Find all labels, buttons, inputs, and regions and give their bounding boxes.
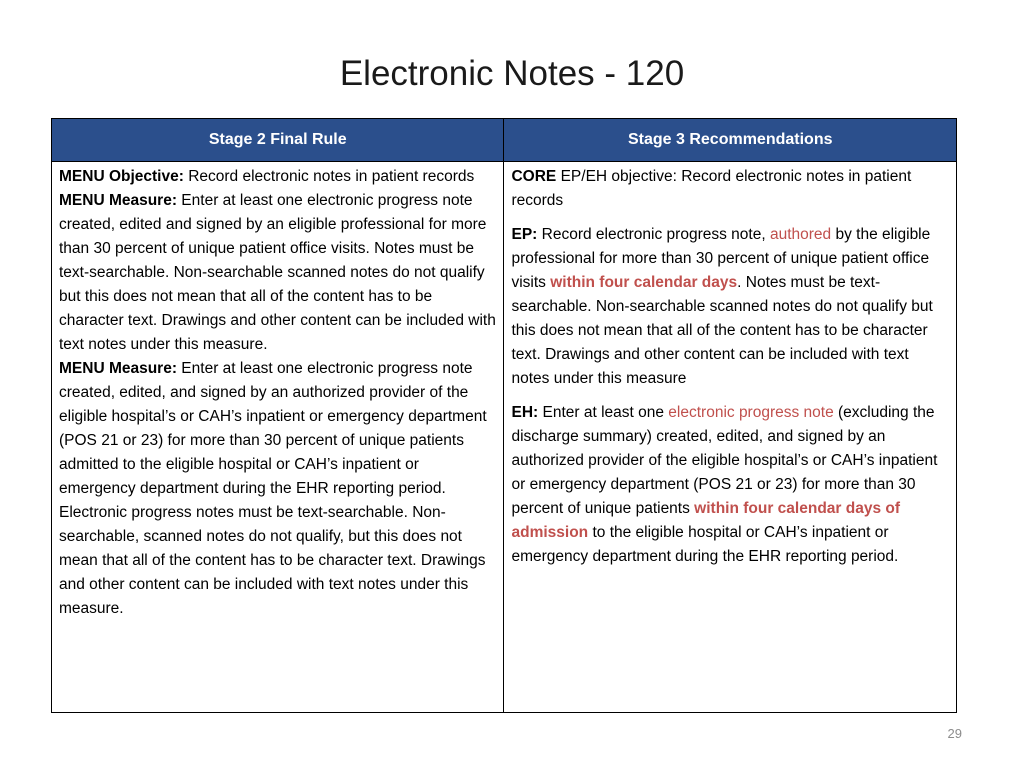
- core-paragraph: [511, 165, 949, 213]
- menu-measure-eh-text: Enter at least one electronic progress note created, edited, and signed by an authorized provider of the eligible hospital’s or CAH’s inpatient or emergency department (POS 21 or 23) for more than 30 percent of unique patients admitted to the eligible hospital or CAH’s inpatient or emergency department during the EHR reporting period.: [59, 360, 487, 497]
- menu-measure-ep-label: MENU Measure:: [59, 192, 177, 209]
- menu-objective-paragraph: [59, 165, 496, 189]
- ep-highlight-four-days: within four calendar days: [550, 274, 738, 291]
- stage3-cell: [504, 162, 957, 713]
- ep-text-2: by the eligible professional for more than 30 percent of unique patient office visits: [511, 226, 931, 291]
- table-row: [52, 162, 957, 713]
- header-stage2: Stage 2 Final Rule: [52, 119, 504, 162]
- table-header-row: [52, 119, 957, 162]
- menu-measure-eh-label: MENU Measure:: [59, 360, 177, 377]
- core-text: EP/EH objective: Record electronic notes in patient records: [511, 168, 912, 209]
- menu-measure-eh-paragraph: [59, 357, 496, 501]
- searchable-note-paragraph: Electronic progress notes must be text-searchable. Non-searchable, scanned notes do not qualify, but this does not mean that all of the content has to be character text. Drawings and other content can be included with text notes under this measure.: [59, 504, 486, 617]
- eh-label: EH:: [511, 404, 539, 421]
- menu-objective-label: MENU Objective:: [59, 168, 184, 185]
- ep-paragraph: [511, 223, 949, 391]
- header-stage3: Stage 3 Recommendations: [504, 119, 957, 162]
- page-number: 29: [947, 726, 962, 741]
- eh-highlight-progress-note: electronic progress note: [668, 404, 834, 421]
- eh-paragraph: [511, 401, 949, 569]
- ep-text-3: . Notes must be text-searchable. Non-searchable scanned notes do not qualify but this does not mean that all of the content has to be character text. Drawings and other content can be included with text notes under this measure: [511, 274, 933, 387]
- menu-measure-ep-text: Enter at least one electronic progress note created, edited and signed by an eligible professional for more than 30 percent of unique patient office visits. Notes must be text-searchable. Non-searchable scanned notes do not qualify but this does not mean that all of the content has to be character text. Drawings and other content can be included with text notes under this measure.: [59, 192, 496, 353]
- eh-text-2: (excluding the discharge summary) created, edited, and signed by an authorized provider of the eligible hospital’s or CAH’s inpatient or emergency department (POS 21 or 23) for more than 30 percent of unique patients: [511, 404, 938, 517]
- core-label: CORE: [511, 168, 557, 185]
- eh-highlight-four-days-admission: within four calendar days of admission: [511, 500, 901, 541]
- slide-title: Electronic Notes - 120: [339, 54, 685, 93]
- menu-objective-text: Record electronic notes in patient records: [183, 168, 475, 185]
- eh-text-1: Enter at least one: [538, 404, 669, 421]
- comparison-table: [51, 118, 957, 713]
- ep-text-1: Record electronic progress note,: [537, 226, 770, 243]
- eh-text-3: to the eligible hospital or CAH’s inpatient or emergency department during the EHR reporting period.: [511, 524, 899, 565]
- stage2-cell: [52, 162, 504, 713]
- ep-label: EP:: [511, 226, 538, 243]
- menu-measure-ep-paragraph: [59, 189, 496, 357]
- ep-highlight-authored: authored: [769, 226, 832, 243]
